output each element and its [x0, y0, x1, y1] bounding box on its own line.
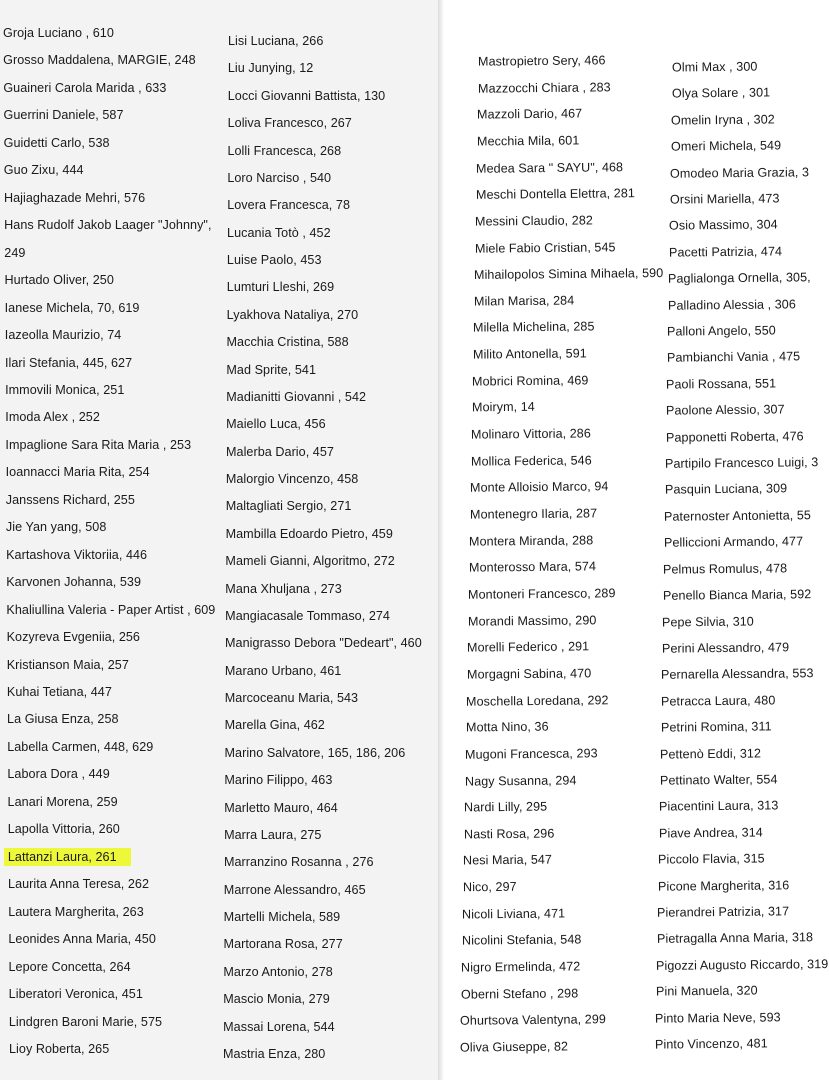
index-entry: Lolli Francesca, 268 [227, 143, 342, 158]
index-entry: Papponetti Roberta, 476 [665, 428, 804, 445]
index-entry: Lepore Concetta, 264 [8, 959, 131, 974]
index-entry: Mazzoli Dario, 467 [476, 106, 583, 122]
index-entry: Labella Carmen, 448, 629 [7, 739, 154, 754]
index-entry: Nesi Maria, 547 [463, 852, 553, 868]
index-entry: Orsini Mariella, 473 [669, 191, 780, 207]
index-entry: Malerba Dario, 457 [225, 444, 334, 459]
index-entry: Marzo Antonio, 278 [223, 964, 333, 979]
index-entry: Lioy Roberta, 265 [9, 1042, 110, 1056]
index-entry: Ioannacci Maria Rita, 254 [5, 465, 150, 480]
index-entry: Marletto Mauro, 464 [224, 800, 338, 815]
index-entry: Nicolini Stefania, 548 [461, 932, 582, 949]
index-entry: Medea Sara " SAYU", 468 [475, 159, 624, 176]
index-entry: Pambianchi Vania , 475 [666, 349, 801, 366]
index-entry: Nigro Ermelinda, 472 [461, 959, 581, 975]
index-entry: Maltagliati Sergio, 271 [225, 499, 352, 514]
index-entry: Kozyreva Evgeniia, 256 [6, 630, 140, 645]
index-entry: Hans Rudolf Jakob Laager "Johnny", [4, 218, 212, 233]
index-entry: Pietragalla Anna Maria, 318 [656, 930, 813, 947]
index-entry: Martelli Michela, 589 [223, 910, 341, 925]
index-entry: Mangiacasale Tommaso, 274 [225, 608, 390, 623]
index-entry: Partipilo Francesco Luigi, 3 [665, 455, 819, 471]
index-entry: Montera Miranda, 288 [469, 533, 594, 549]
index-entry: Pernarella Alessandra, 553 [661, 666, 815, 683]
index-entry: Ohurtsova Valentyna, 299 [460, 1012, 607, 1029]
index-entry: Olya Solare , 301 [671, 85, 770, 101]
index-entry: Ilari Stefania, 445, 627 [4, 355, 133, 370]
index-entry: 249 [4, 245, 26, 260]
index-entry: Marranzino Rosanna , 276 [223, 855, 374, 870]
index-entry: Osio Massimo, 304 [669, 217, 778, 233]
index-entry: Milella Michelina, 285 [473, 319, 595, 336]
index-entry: Paolone Alessio, 307 [665, 402, 785, 418]
index-entry: Piave Andrea, 314 [658, 825, 763, 841]
index-entry: Leonides Anna Maria, 450 [8, 932, 156, 947]
index-entry: Pepe Silvia, 310 [662, 614, 755, 629]
index-entry: Morelli Federico , 291 [467, 639, 590, 655]
index-entry: Locci Giovanni Battista, 130 [227, 88, 386, 103]
index-entry: Nico, 297 [462, 879, 517, 895]
index-entry: Madianitti Giovanni , 542 [226, 389, 367, 404]
index-entry: Nicoli Liviana, 471 [462, 906, 566, 922]
index-entry: Omelin Iryna , 302 [671, 112, 775, 128]
index-entry: Marino Salvatore, 165, 186, 206 [224, 745, 406, 760]
index-entry: Manigrasso Debora "Dedeart", 460 [225, 636, 422, 651]
index-entry: Nagy Susanna, 294 [464, 772, 577, 789]
index-entry: Monte Alloisio Marco, 94 [470, 479, 609, 496]
index-entry: Hajiaghazade Mehri, 576 [3, 190, 146, 205]
index-entry: Mascio Monia, 279 [223, 992, 330, 1007]
index-entry: Omodeo Maria Grazia, 3 [670, 164, 810, 181]
index-entry: Palladino Alessia , 306 [667, 296, 796, 313]
index-entry: Labora Dora , 449 [7, 767, 110, 782]
index-entry: Massai Lorena, 544 [223, 1019, 335, 1034]
index-entry: Milan Marisa, 284 [473, 293, 574, 309]
index-entry: Jie Yan yang, 508 [5, 520, 107, 535]
index-entry: Macchia Cristina, 588 [226, 335, 349, 350]
index-entry: Marano Urbano, 461 [224, 663, 342, 678]
index-entry: Guaineri Carola Marida , 633 [3, 80, 167, 95]
index-entry: Impaglione Sara Rita Maria , 253 [5, 437, 192, 452]
index-entry: Paoli Rossana, 551 [666, 376, 777, 392]
index-entry: Iazeolla Maurizio, 74 [4, 328, 122, 343]
index-entry: Liberatori Veronica, 451 [8, 987, 143, 1002]
index-entry: Khaliullina Valeria - Paper Artist , 609 [6, 602, 216, 617]
index-entry: Guo Zixu, 444 [3, 163, 84, 178]
index-entry: Lovera Francesca, 78 [227, 198, 350, 213]
index-entry: Hurtado Oliver, 250 [4, 273, 114, 288]
index-entry: Montoneri Francesco, 289 [468, 586, 616, 602]
index-entry: Ianese Michela, 70, 619 [4, 300, 140, 315]
index-entry: Kartashova Viktoriia, 446 [6, 547, 148, 562]
index-entry: Mana Xhuljana , 273 [225, 581, 342, 596]
index-entry: Omeri Michela, 549 [670, 138, 781, 154]
index-entry: Meschi Dontella Elettra, 281 [475, 186, 635, 203]
index-entry: Lyakhova Nataliya, 270 [226, 307, 359, 322]
index-entry: Molinaro Vittoria, 286 [471, 426, 592, 442]
index-entry: Mobrici Romina, 469 [472, 373, 589, 389]
index-entry: Guerrini Daniele, 587 [3, 108, 124, 123]
index-entry: Piccolo Flavia, 315 [658, 851, 765, 867]
index-entry: Imoda Alex , 252 [5, 410, 100, 425]
index-entry: Pinto Maria Neve, 593 [655, 1009, 782, 1026]
index-entry: Liu Junying, 12 [227, 61, 314, 76]
index-entry: Marra Laura, 275 [224, 827, 322, 842]
index-entry: Milito Antonella, 591 [472, 346, 587, 362]
highlighted-entry: Lattanzi Laura, 261 [4, 848, 131, 866]
index-entry: Lucania Totò , 452 [227, 225, 331, 240]
index-entry: Maiello Luca, 456 [226, 417, 326, 432]
index-entry: Karvonen Johanna, 539 [6, 575, 142, 590]
index-entry: Penello Bianca Maria, 592 [662, 587, 812, 603]
index-entry: Kuhai Tetiana, 447 [6, 685, 112, 700]
index-entry: Mambilla Edoardo Pietro, 459 [225, 526, 393, 541]
index-entry: Groja Luciano , 610 [3, 26, 114, 40]
index-entry: Lautera Margherita, 263 [8, 904, 144, 919]
index-entry [8, 849, 131, 865]
index-entry: Mollica Federica, 546 [470, 453, 592, 469]
index-entry: Lindgren Baroni Marie, 575 [8, 1014, 163, 1029]
index-entry: Paglialonga Ornella, 305, [668, 270, 812, 286]
index-entry: Kristianson Maia, 257 [6, 657, 129, 672]
index-entry: Paternoster Antonietta, 55 [664, 508, 812, 524]
index-entry: Marrone Alessandro, 465 [223, 882, 366, 897]
index-entry: Petracca Laura, 480 [660, 693, 776, 709]
index-entry: Lisi Luciana, 266 [228, 34, 324, 48]
index-entry: Grosso Maddalena, MARGIE, 248 [3, 53, 196, 68]
index-entry: Nardi Lilly, 295 [464, 799, 548, 815]
index-entry: Guidetti Carlo, 538 [3, 135, 110, 150]
index-entry: Pierandrei Patrizia, 317 [657, 904, 790, 920]
index-entry: Perini Alessandro, 479 [661, 640, 790, 656]
index-entry: Pini Manuela, 320 [655, 983, 758, 999]
index-entry: Messini Claudio, 282 [475, 213, 594, 229]
index-entry: Mastropietro Sery, 466 [477, 53, 606, 69]
index-entry: Mugoni Francesca, 293 [465, 746, 599, 762]
index-entry: Mameli Gianni, Algoritmo, 272 [225, 554, 395, 569]
index-entry: Pigozzi Augusto Riccardo, 319 [656, 956, 829, 973]
index-entry: Palloni Angelo, 550 [667, 323, 777, 339]
index-entry: Lapolla Vittoria, 260 [7, 822, 120, 837]
index-entry: Martorana Rosa, 277 [223, 937, 343, 952]
index-entry: Pelliccioni Armando, 477 [663, 534, 803, 551]
index-entry: Pettenò Eddi, 312 [659, 746, 762, 762]
index-entry: Janssens Richard, 255 [5, 492, 135, 507]
index-entry: Mazzocchi Chiara , 283 [477, 79, 611, 96]
index-entry: Loliva Francesco, 267 [227, 116, 352, 131]
index-entry: Moirym, 14 [471, 400, 535, 415]
index-entry: Petrini Romina, 311 [660, 719, 772, 735]
index-entry: Mastria Enza, 280 [223, 1047, 326, 1061]
index-entry: Mihailopolos Simina Mihaela, 590 [474, 266, 664, 283]
index-entry: Lumturi Lleshi, 269 [226, 280, 335, 295]
index-entry: Marino Filippo, 463 [224, 773, 333, 788]
index-entry: Montenegro Ilaria, 287 [469, 506, 597, 522]
index-entry: Luise Paolo, 453 [226, 253, 322, 268]
index-entry: Immovili Monica, 251 [5, 382, 125, 397]
index-entry: Morandi Massimo, 290 [467, 612, 597, 629]
index-entry: Pettinato Walter, 554 [659, 772, 778, 788]
index-entry: Picone Margherita, 316 [657, 877, 790, 894]
index-entry: La Giusa Enza, 258 [7, 712, 119, 727]
index-entry: Monterosso Mara, 574 [468, 559, 596, 575]
index-entry: Pasquin Luciana, 309 [664, 481, 787, 498]
index-entry: Pinto Vincenzo, 481 [654, 1036, 768, 1052]
index-entry: Mecchia Mila, 601 [476, 133, 579, 149]
index-entry: Piacentini Laura, 313 [659, 798, 779, 814]
index-entry: Miele Fabio Cristian, 545 [474, 239, 616, 256]
index-entry: Laurita Anna Teresa, 262 [8, 877, 150, 892]
index-entry: Oberni Stefano , 298 [460, 986, 579, 1002]
index-entry: Loro Narciso , 540 [227, 170, 332, 185]
index-entry: Marcoceanu Maria, 543 [224, 691, 359, 706]
index-entry: Malorgio Vincenzo, 458 [225, 472, 359, 487]
index-entry: Moschella Loredana, 292 [466, 692, 609, 709]
index-entry: Motta Nino, 36 [465, 719, 549, 735]
index-entry: Nasti Rosa, 296 [463, 826, 555, 842]
index-entry: Mad Sprite, 541 [226, 362, 317, 377]
index-entry: Olmi Max , 300 [671, 59, 758, 75]
index-entry: Pacetti Patrizia, 474 [668, 244, 782, 260]
index-entry: Lanari Morena, 259 [7, 794, 118, 809]
index-entry: Oliva Giuseppe, 82 [459, 1039, 569, 1055]
index-entry: Morgagni Sabina, 470 [466, 666, 592, 682]
index-entry: Marella Gina, 462 [224, 718, 325, 733]
index-entry: Pelmus Romulus, 478 [663, 561, 788, 577]
